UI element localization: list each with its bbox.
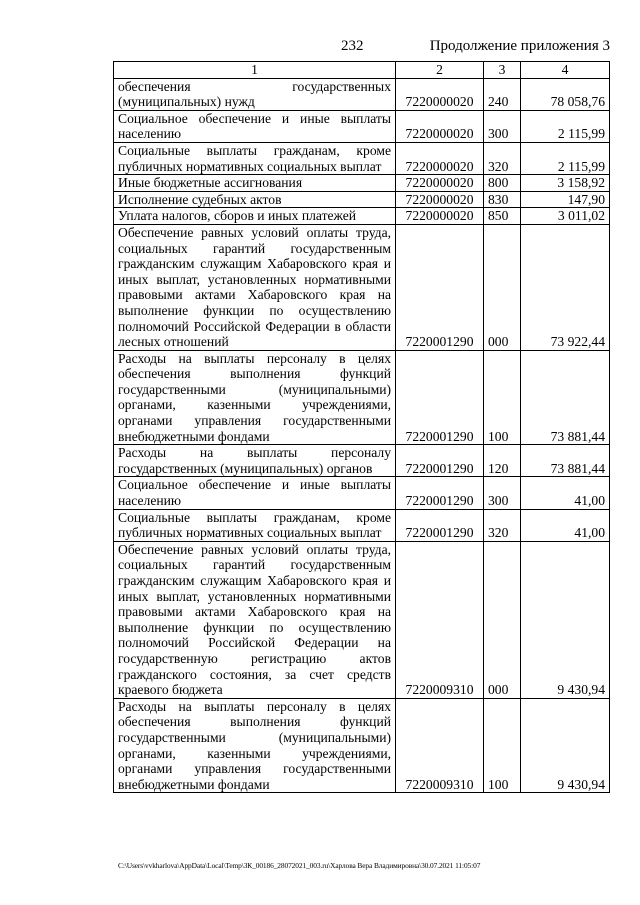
expense-name-cell: обеспечения государственных (муниципальных) нужд <box>114 78 396 110</box>
expense-name-cell: Обеспечение равных условий оплаты труда, социальных гарантий государственным гражданским служащим Хабаровского края и иных выплат, установленных нормативными правовыми актами Хабаровского края на выполнение функции по осуществлению полномочий Российской Федерации в области лесных отношений <box>114 224 396 350</box>
expense-type-code-cell: 320 <box>484 142 521 174</box>
expense-name-cell: Обеспечение равных условий оплаты труда, социальных гарантий государственным гражданским служащим Хабаровского края и иных выплат, установленных нормативными правовыми актами Хабаровского края на выполнение функции по осуществлению полномочий Российской Федерации на государственную регистрацию актов гражданского состояния, за счет средств краевого бюджета <box>114 541 396 698</box>
amount-cell: 9 430,94 <box>521 698 610 793</box>
table-row <box>114 698 610 793</box>
column-number-row <box>114 62 610 79</box>
table-row <box>114 142 610 174</box>
amount-cell: 41,00 <box>521 509 610 541</box>
target-article-code-cell: 7220001290 <box>396 477 484 509</box>
amount-cell: 3 158,92 <box>521 175 610 192</box>
amount-cell: 41,00 <box>521 477 610 509</box>
expense-name-cell: Социальное обеспечение и иные выплаты населению <box>114 110 396 142</box>
target-article-code-cell: 7220000020 <box>396 78 484 110</box>
amount-cell: 73 881,44 <box>521 445 610 477</box>
expense-name-cell: Исполнение судебных актов <box>114 191 396 208</box>
table-row <box>114 541 610 698</box>
target-article-code-cell: 7220001290 <box>396 509 484 541</box>
expense-name-cell: Расходы на выплаты персоналу в целях обеспечения выполнения функций государственными (муниципальными) органами, казенными учреждениями, органами управления государственными внебюджетными фондами <box>114 698 396 793</box>
expense-type-code-cell: 100 <box>484 350 521 445</box>
target-article-code-cell: 7220000020 <box>396 110 484 142</box>
table-row <box>114 224 610 350</box>
amount-cell: 3 011,02 <box>521 208 610 225</box>
amount-cell: 73 922,44 <box>521 224 610 350</box>
expense-type-code-cell: 850 <box>484 208 521 225</box>
amount-cell: 2 115,99 <box>521 142 610 174</box>
expense-name-cell: Расходы на выплаты персоналу в целях обеспечения выполнения функций государственными (муниципальными) органами, казенными учреждениями, органами управления государственными внебюджетными фондами <box>114 350 396 445</box>
expense-type-code-cell: 000 <box>484 224 521 350</box>
table-row <box>114 175 610 192</box>
column-number: 4 <box>521 62 610 79</box>
table-row <box>114 191 610 208</box>
amount-cell: 9 430,94 <box>521 541 610 698</box>
amount-cell: 2 115,99 <box>521 110 610 142</box>
expense-type-code-cell: 800 <box>484 175 521 192</box>
target-article-code-cell: 7220000020 <box>396 142 484 174</box>
expense-type-code-cell: 240 <box>484 78 521 110</box>
expense-type-code-cell: 000 <box>484 541 521 698</box>
expense-type-code-cell: 120 <box>484 445 521 477</box>
amount-cell: 78 058,76 <box>521 78 610 110</box>
expense-name-cell: Социальные выплаты гражданам, кроме публичных нормативных социальных выплат <box>114 509 396 541</box>
page-number: 232 <box>341 38 364 54</box>
table-row <box>114 110 610 142</box>
column-number: 3 <box>484 62 521 79</box>
target-article-code-cell: 7220000020 <box>396 175 484 192</box>
expense-type-code-cell: 300 <box>484 477 521 509</box>
column-number: 2 <box>396 62 484 79</box>
expense-type-code-cell: 320 <box>484 509 521 541</box>
target-article-code-cell: 7220001290 <box>396 224 484 350</box>
table-row <box>114 350 610 445</box>
target-article-code-cell: 7220001290 <box>396 445 484 477</box>
budget-table <box>113 61 610 793</box>
amount-cell: 147,90 <box>521 191 610 208</box>
expense-type-code-cell: 830 <box>484 191 521 208</box>
target-article-code-cell: 7220000020 <box>396 208 484 225</box>
amount-cell: 73 881,44 <box>521 350 610 445</box>
expense-name-cell: Социальное обеспечение и иные выплаты населению <box>114 477 396 509</box>
target-article-code-cell: 7220001290 <box>396 350 484 445</box>
table-row <box>114 509 610 541</box>
expense-name-cell: Иные бюджетные ассигнования <box>114 175 396 192</box>
table-row <box>114 208 610 225</box>
appendix-continuation-title: Продолжение приложения 3 <box>429 38 610 54</box>
table-row <box>114 445 610 477</box>
column-number: 1 <box>114 62 396 79</box>
expense-type-code-cell: 300 <box>484 110 521 142</box>
target-article-code-cell: 7220009310 <box>396 698 484 793</box>
expense-type-code-cell: 100 <box>484 698 521 793</box>
table-row <box>114 477 610 509</box>
expense-name-cell: Социальные выплаты гражданам, кроме публичных нормативных социальных выплат <box>114 142 396 174</box>
file-path-footer: C:\Users\vvkharlova\AppData\Local\Temp\ЗК_00186_28072021_003.ru\Харлова Вера Владимировна\30.07.2021 11:05:07 <box>118 861 481 870</box>
target-article-code-cell: 7220000020 <box>396 191 484 208</box>
expense-name-cell: Уплата налогов, сборов и иных платежей <box>114 208 396 225</box>
expense-name-cell: Расходы на выплаты персоналу государственных (муниципальных) органов <box>114 445 396 477</box>
target-article-code-cell: 7220009310 <box>396 541 484 698</box>
table-row <box>114 78 610 110</box>
